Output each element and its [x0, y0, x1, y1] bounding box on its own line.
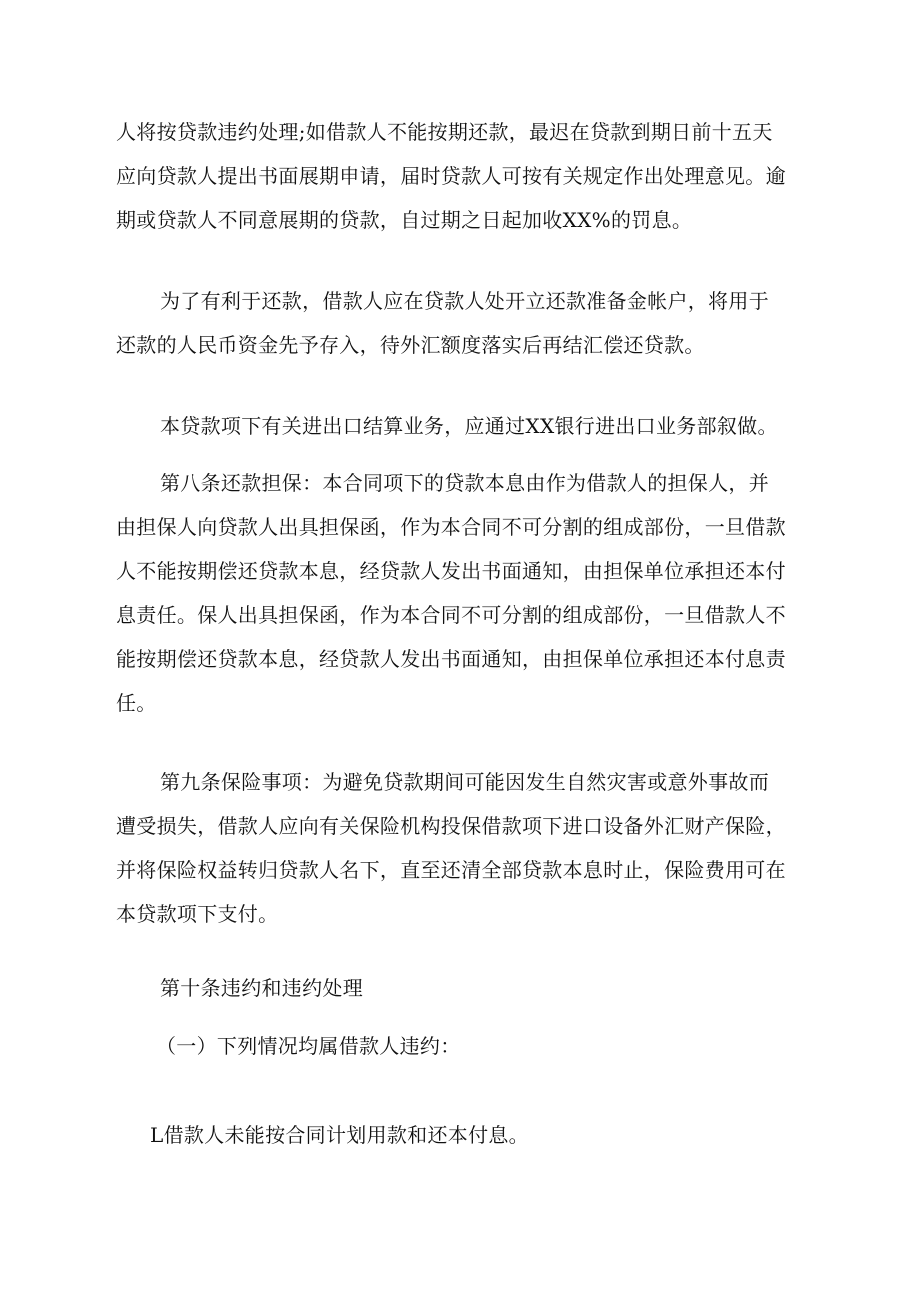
text-line: 本贷款项下支付。: [116, 902, 279, 926]
paragraph-repayment-reserve: [116, 279, 826, 367]
paragraph-default-penalty: [116, 110, 826, 242]
list-item-1: [116, 1113, 826, 1157]
text-line: 为了有利于还款，借款人应在贷款人处开立还款准备金帐户，将用于: [160, 289, 769, 313]
text-line: 期或贷款人不同意展期的贷款，自过期之日起加收XX%的罚息。: [116, 208, 693, 232]
text-line: 并将保险权益转归贷款人名下，直至还清全部贷款本息时止，保险费用可在: [116, 858, 786, 882]
text-line: 遭受损失，借款人应向有关保险机构投保借款项下进口设备外汇财产保险，: [116, 814, 786, 838]
paragraph-article-8-guarantee: [116, 461, 826, 725]
subheading-borrower-default: [116, 1024, 826, 1068]
heading-article-10: [116, 966, 826, 1010]
text-line: 人将按贷款违约处理;如借款人不能按期还款，最迟在贷款到期日前十五天: [116, 120, 773, 144]
text-line: 还款的人民币资金先予存入，待外汇额度落实后再结汇偿还贷款。: [116, 333, 705, 357]
text-line: 能按期偿还贷款本息，经贷款人发出书面通知，由担保单位承担还本付息责: [116, 647, 786, 671]
text-line: 由担保人向贷款人出具担保函，作为本合同不可分割的组成部份，一旦借款: [116, 515, 786, 539]
text-line: 息责任。保人出具担保函，作为本合同不可分割的组成部份，一旦借款人不: [116, 603, 786, 627]
text-line: 人不能按期偿还贷款本息，经贷款人发出书面通知，由担保单位承担还本付: [116, 559, 786, 583]
text-line: 第九条保险事项：为避免贷款期间可能因发生自然灾害或意外事故而: [160, 770, 769, 794]
paragraph-settlement: [116, 404, 826, 448]
text-line: 本贷款项下有关进出口结算业务，应通过XX银行进出口业务部叙做。: [160, 414, 778, 438]
text-line: 应向贷款人提出书面展期申请，届时贷款人可按有关规定作出处理意见。逾: [116, 164, 786, 188]
text-line: 第十条违约和违约处理: [160, 976, 363, 1000]
text-line: （一）下列情况均属借款人违约：: [156, 1034, 461, 1058]
text-line: 任。: [116, 691, 157, 715]
text-line: 第八条还款担保：本合同项下的贷款本息由作为借款人的担保人，并: [160, 471, 769, 495]
text-line: L借款人未能按合同计划用款和还本付息。: [150, 1123, 529, 1147]
paragraph-article-9-insurance: [116, 760, 826, 936]
